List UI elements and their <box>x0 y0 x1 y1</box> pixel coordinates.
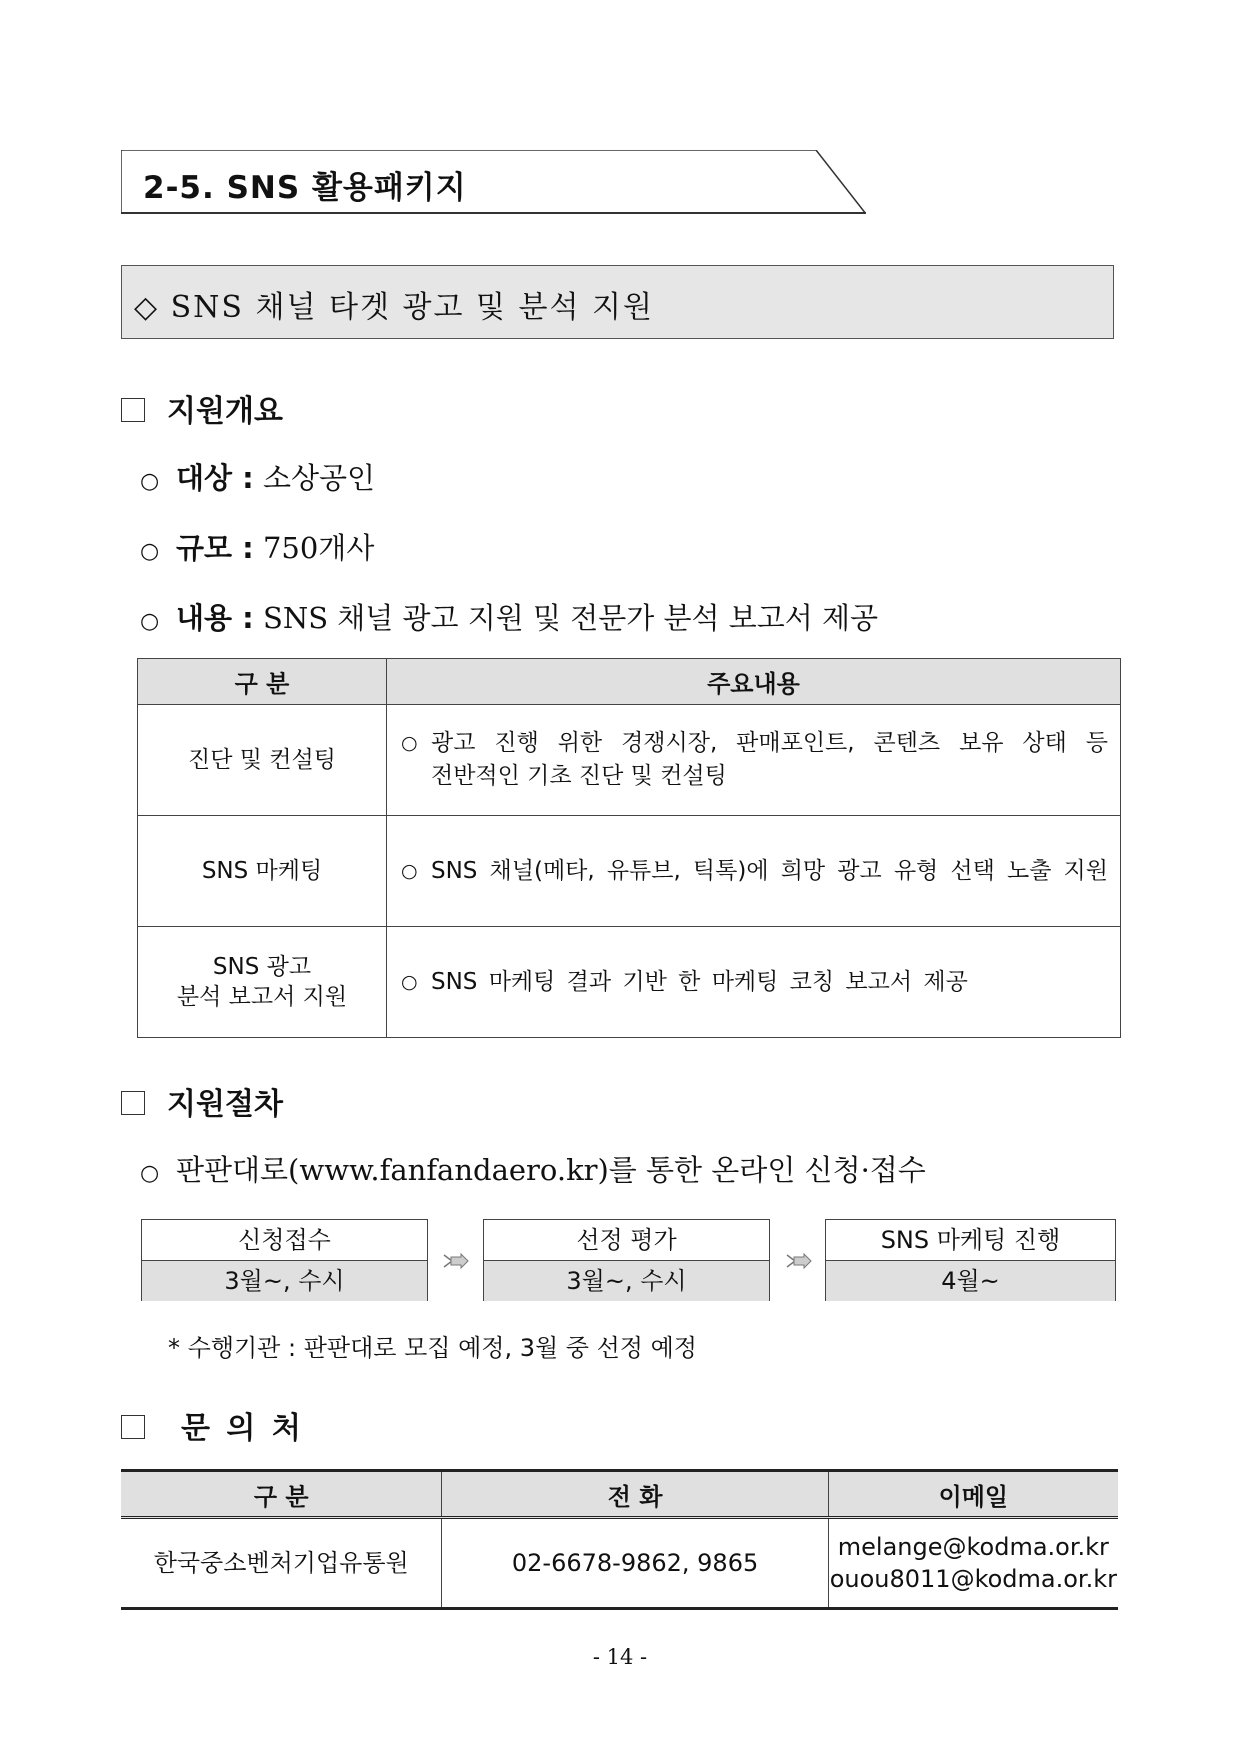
content-line: 광고 진행 위한 경쟁시장, 판매포인트, 콘텐츠 보유 상태 등 <box>431 730 1108 756</box>
header-email: 이메일 <box>828 1471 1118 1518</box>
table-header-row <box>138 659 1121 705</box>
item-value: 소상공인 <box>253 461 376 495</box>
overview-heading-text: 지원개요 <box>167 394 283 429</box>
checkbox-icon <box>121 1415 145 1439</box>
content-line: SNS 채널(메타, 유튜브, 틱톡)에 희망 광고 유형 선택 노출 지원 <box>431 857 1108 884</box>
process-step-evaluation <box>483 1219 770 1301</box>
item-value: 750개사 <box>253 531 375 565</box>
header-content: 주요내용 <box>387 659 1121 705</box>
process-step-marketing <box>825 1219 1116 1301</box>
procedure-bullet <box>140 1148 926 1189</box>
row-category: 진단 및 컨설팅 <box>138 705 387 816</box>
step-period: 3월~, 수시 <box>484 1261 769 1301</box>
item-label: 규모 : <box>176 531 254 565</box>
row-category <box>138 927 387 1038</box>
step-title: 신청접수 <box>142 1220 427 1261</box>
procedure-heading <box>121 1079 283 1123</box>
circle-bullet-icon: ○ <box>140 469 160 494</box>
circle-bullet-icon: ○ <box>401 859 418 882</box>
checkbox-icon <box>121 1091 145 1115</box>
table-row <box>138 705 1121 816</box>
table-row <box>138 816 1121 927</box>
category-line: SNS 광고 <box>212 954 312 980</box>
content-line: SNS 마케팅 결과 기반 한 마케팅 코칭 보고서 제공 <box>431 968 968 995</box>
checkbox-icon <box>121 398 145 422</box>
email-address[interactable]: ouou8011@kodma.or.kr <box>829 1565 1117 1593</box>
category-line: 분석 보고서 지원 <box>176 984 348 1010</box>
circle-bullet-icon: ○ <box>401 970 418 993</box>
sub-title-box <box>121 265 1114 339</box>
step-title: 선정 평가 <box>484 1220 769 1261</box>
section-title-box <box>121 150 866 214</box>
circle-bullet-icon: ○ <box>140 609 160 634</box>
content-line: 전반적인 기초 진단 및 컨설팅 <box>431 763 727 789</box>
circle-bullet-icon: ○ <box>140 1161 160 1186</box>
process-step-apply <box>141 1219 428 1301</box>
contact-email <box>828 1518 1118 1609</box>
table-header-row <box>121 1471 1118 1518</box>
double-arrow-icon <box>443 1253 469 1269</box>
contact-heading <box>121 1403 304 1447</box>
overview-heading <box>121 386 283 430</box>
contact-heading-text: 문 의 처 <box>181 1411 304 1446</box>
sub-title: ◇ SNS 채널 타겟 광고 및 분석 지원 <box>134 290 654 325</box>
contact-table <box>121 1469 1118 1610</box>
table-row <box>138 927 1121 1038</box>
row-content <box>387 816 1121 927</box>
header-category: 구 분 <box>138 659 387 705</box>
double-arrow-icon <box>786 1253 812 1269</box>
circle-bullet-icon: ○ <box>140 539 160 564</box>
support-content-table <box>137 658 1121 1038</box>
row-content <box>387 705 1121 816</box>
header-org: 구 분 <box>121 1471 442 1518</box>
item-value: SNS 채널 광고 지원 및 전문가 분석 보고서 제공 <box>253 601 879 635</box>
step-period: 4월~ <box>826 1261 1115 1301</box>
table-row <box>121 1518 1118 1609</box>
procedure-note: * 수행기관 : 판판대로 모집 예정, 3월 중 선정 예정 <box>168 1334 697 1362</box>
email-address[interactable]: melange@kodma.or.kr <box>837 1533 1109 1561</box>
row-content <box>387 927 1121 1038</box>
item-label: 내용 : <box>176 601 254 635</box>
step-title: SNS 마케팅 진행 <box>826 1220 1115 1261</box>
row-category: SNS 마케팅 <box>138 816 387 927</box>
page-number: - 14 - <box>592 1645 648 1669</box>
step-period: 3월~, 수시 <box>142 1261 427 1301</box>
circle-bullet-icon: ○ <box>401 732 418 754</box>
contact-org: 한국중소벤처기업유통원 <box>121 1518 442 1609</box>
item-label: 대상 : <box>176 461 254 495</box>
procedure-heading-text: 지원절차 <box>167 1087 283 1122</box>
overview-item-scale <box>140 526 374 567</box>
header-phone: 전 화 <box>442 1471 828 1518</box>
overview-item-target <box>140 456 375 497</box>
overview-item-content <box>140 596 878 637</box>
section-title: 2-5. SNS 활용패키지 <box>143 170 467 206</box>
procedure-bullet-text: 판판대로(www.fanfandaero.kr)를 통한 온라인 신청·접수 <box>176 1153 926 1187</box>
contact-phone: 02-6678-9862, 9865 <box>442 1518 828 1609</box>
